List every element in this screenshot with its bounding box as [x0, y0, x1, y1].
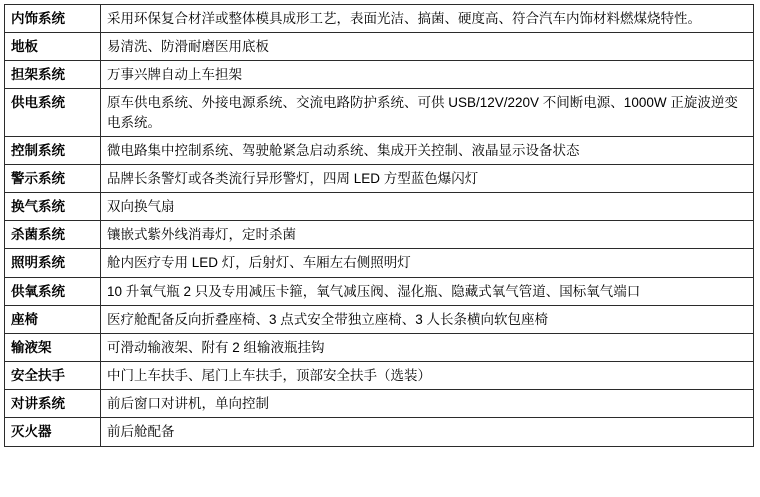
- row-value: 医疗舱配备反向折叠座椅、3 点式安全带独立座椅、3 人长条横向软包座椅: [101, 305, 754, 333]
- row-label: 警示系统: [5, 164, 101, 192]
- row-value: 10 升氧气瓶 2 只及专用减压卡箍，氧气减压阀、湿化瓶、隐藏式氧气管道、国标氧气端口: [101, 277, 754, 305]
- table-row: [5, 33, 754, 61]
- row-label: 对讲系统: [5, 390, 101, 418]
- row-label: 控制系统: [5, 136, 101, 164]
- table-row: [5, 362, 754, 390]
- row-label: 内饰系统: [5, 5, 101, 33]
- table-row: [5, 418, 754, 446]
- row-label: 地板: [5, 33, 101, 61]
- row-value: 微电路集中控制系统、驾驶舱紧急启动系统、集成开关控制、液晶显示设备状态: [101, 136, 754, 164]
- row-label: 担架系统: [5, 61, 101, 89]
- row-label: 供氧系统: [5, 277, 101, 305]
- row-label: 座椅: [5, 305, 101, 333]
- table-row: [5, 305, 754, 333]
- row-label: 灭火器: [5, 418, 101, 446]
- row-value: 采用环保复合材洋或整体模具成形工艺，表面光洁、搞菌、硬度高、符合汽车内饰材料燃煤烧特性。: [101, 5, 754, 33]
- table-row: [5, 221, 754, 249]
- row-value: 易清洗、防滑耐磨医用底板: [101, 33, 754, 61]
- table-body: [5, 5, 754, 447]
- row-label: 供电系统: [5, 89, 101, 136]
- table-row: [5, 277, 754, 305]
- table-row: [5, 89, 754, 136]
- table-row: [5, 61, 754, 89]
- row-value: 前后窗口对讲机，单向控制: [101, 390, 754, 418]
- table-row: [5, 333, 754, 361]
- table-row: [5, 164, 754, 192]
- row-label: 安全扶手: [5, 362, 101, 390]
- row-value: 双向换气扇: [101, 193, 754, 221]
- table-row: [5, 5, 754, 33]
- row-label: 输液架: [5, 333, 101, 361]
- table-row: [5, 193, 754, 221]
- table-row: [5, 390, 754, 418]
- row-value: 原车供电系统、外接电源系统、交流电路防护系统、可供 USB/12V/220V 不间断电源、1000W 正旋波逆变电系统。: [101, 89, 754, 136]
- row-value: 中门上车扶手、尾门上车扶手，顶部安全扶手（选装）: [101, 362, 754, 390]
- specification-table: [4, 4, 754, 447]
- table-row: [5, 136, 754, 164]
- row-value: 可滑动输液架、附有 2 组输液瓶挂钩: [101, 333, 754, 361]
- row-value: 万事兴牌自动上车担架: [101, 61, 754, 89]
- row-label: 杀菌系统: [5, 221, 101, 249]
- row-value: 品牌长条警灯或各类流行异形警灯，四周 LED 方型蓝色爆闪灯: [101, 164, 754, 192]
- row-value: 前后舱配备: [101, 418, 754, 446]
- row-value: 舱内医疗专用 LED 灯，后射灯、车厢左右侧照明灯: [101, 249, 754, 277]
- row-value: 镶嵌式紫外线消毒灯，定时杀菌: [101, 221, 754, 249]
- row-label: 照明系统: [5, 249, 101, 277]
- table-row: [5, 249, 754, 277]
- row-label: 换气系统: [5, 193, 101, 221]
